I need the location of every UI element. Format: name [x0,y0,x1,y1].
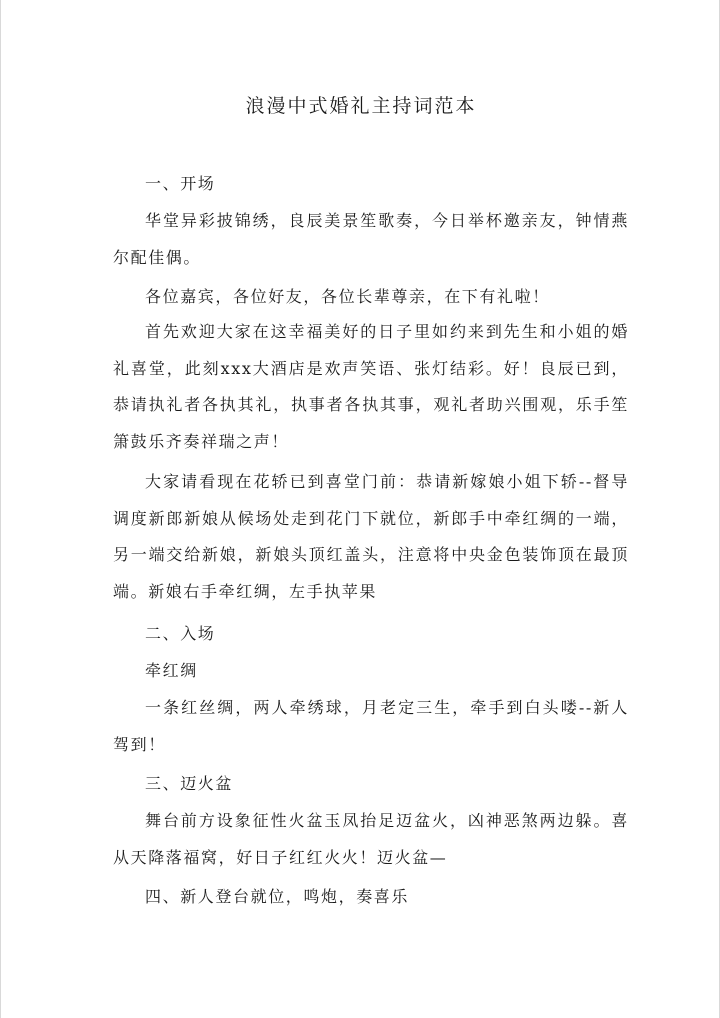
section-heading-entrance: 二、入场 [145,624,216,643]
document-title: 浪漫中式婚礼主持词范本 [245,95,477,117]
section-heading-fire-basin: 三、迈火盆 [145,774,234,793]
paragraph: 舞台前方设象征性火盆玉凤抬足迈盆火，凶神恶煞两边躲。喜从天降落福窝，好日子红红火火！迈火盆— [113,811,629,867]
paragraph: 一条红丝绸，两人牵绣球，月老定三生，牵手到白头喽--新人驾到！ [113,698,629,754]
section-heading-opening: 一、开场 [145,174,216,193]
paragraph: 各位嘉宾，各位好友，各位长辈尊亲，在下有礼啦！ [145,287,550,306]
paragraph: 大家请看现在花轿已到喜堂门前：恭请新嫁娘小姐下轿--督导调度新郎新娘从候场处走到花门下就位，新郎手中牵红绸的一端，另一端交给新娘，新娘头顶红盖头，注意将中央金色装饰顶在最顶端。新娘右手牵红绸，左手执苹果 [113,472,629,601]
section-heading-stage: 四、新人登台就位，鸣炮，奏喜乐 [145,887,410,906]
subheading: 牵红绸 [145,661,198,680]
paragraph: 首先欢迎大家在这幸福美好的日子里如约来到先生和小姐的婚礼喜堂，此刻xxx大酒店是欢声笑语、张灯结彩。好！良辰已到，恭请执礼者各执其礼，执事者各执其事，观礼者助兴围观，乐手笙箫鼓乐齐奏祥瑞之声！ [113,322,629,451]
paragraph: 华堂异彩披锦绣，良辰美景笙歌奏，今日举杯邀亲友，钟情燕尔配佳偶。 [113,211,629,267]
